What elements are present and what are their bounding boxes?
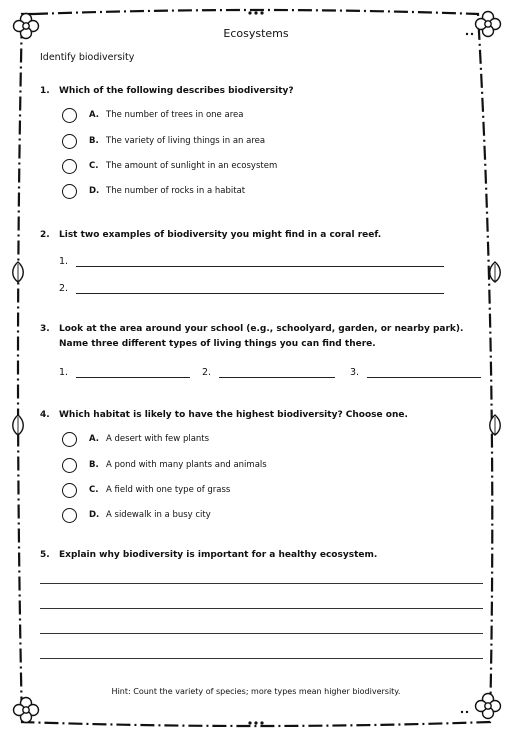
radio-circle[interactable] [62,184,77,199]
question-1 [40,84,294,99]
radio-circle[interactable] [62,134,77,149]
question-1-option-c[interactable]: C. The amount of sunlight in an ecosystem [62,158,277,174]
answer-line[interactable] [76,367,190,378]
radio-circle[interactable] [62,458,77,473]
question-2-answer-1[interactable]: 1. [59,256,444,267]
question-4: 4. Which habitat is likely to have the highest biodiversity? Choose one. [40,410,408,420]
page-title: Ecosystems [223,27,289,40]
page-subtitle: Identify biodiversity [40,52,135,63]
hint-text: Hint: Count the variety of species; more types mean higher biodiversity. [111,687,401,696]
question-3-answer-2[interactable]: 2. [202,367,335,378]
question-4-option-c[interactable]: C. A field with one type of grass [62,482,230,498]
writing-line[interactable] [40,633,483,634]
question-1-text: Which of the following describes biodiversity? [59,86,294,96]
answer-line[interactable] [76,283,444,294]
leaf-right-upper [490,262,501,282]
question-1-option-b[interactable]: B. The variety of living things in an area [62,133,265,149]
radio-circle[interactable] [62,508,77,523]
radio-circle[interactable] [62,159,77,174]
question-4-option-a[interactable]: A. A desert with few plants [62,431,209,447]
writing-line[interactable] [40,658,483,659]
question-1-number: 1. [40,86,50,96]
radio-circle[interactable] [62,108,77,123]
leaf-left-upper [13,262,24,282]
radio-circle[interactable] [62,432,77,447]
question-4-option-b[interactable]: B. A pond with many plants and animals [62,457,267,473]
question-1-option-d[interactable]: D. The number of rocks in a habitat [62,183,245,199]
question-5: 5. Explain why biodiversity is important for a healthy ecosystem. [40,550,378,560]
dots-bottom [248,711,468,725]
question-2-answer-2[interactable]: 2. [59,283,444,294]
flower-corner-bottom-right [476,694,501,719]
question-1-option-a[interactable]: A. The number of trees in one area [62,107,243,123]
question-3-answer-3[interactable]: 3. [350,367,481,378]
question-3: 3. Look at the area around your school (e.g., schoolyard, garden, or nearby park). Name three different types of living things you can find there. [40,322,463,352]
radio-circle[interactable] [62,483,77,498]
question-5-text: Explain why biodiversity is important for a healthy ecosystem. [59,550,378,560]
question-3-line-2: Name three different types of living things you can find there. [59,339,376,349]
question-3-line-1: Look at the area around your school (e.g., schoolyard, garden, or nearby park). [59,324,464,334]
answer-line[interactable] [367,367,481,378]
answer-line[interactable] [76,256,444,267]
flower-corner-bottom-left [14,698,39,723]
writing-line[interactable] [40,608,483,609]
question-3-answer-1[interactable]: 1. [59,367,190,378]
writing-line[interactable] [40,583,483,584]
question-4-text: Which habitat is likely to have the highest biodiversity? Choose one. [59,410,408,420]
question-2-text: List two examples of biodiversity you might find in a coral reef. [59,230,382,240]
question-2: 2. List two examples of biodiversity you might find in a coral reef. [40,230,382,240]
question-4-option-d[interactable]: D. A sidewalk in a busy city [62,507,211,523]
leaf-left-lower [13,415,24,435]
answer-line[interactable] [219,367,335,378]
